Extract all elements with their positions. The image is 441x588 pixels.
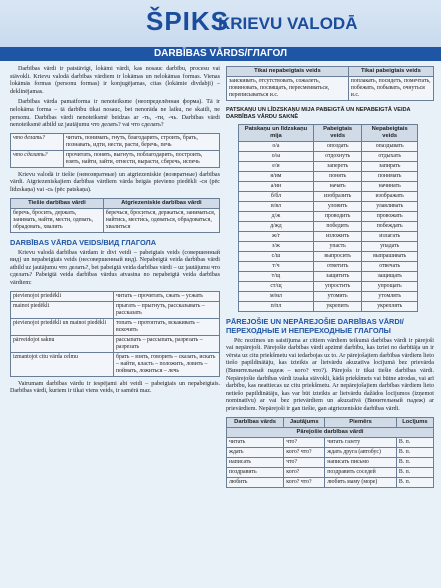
table-cell: запирать [362, 161, 418, 171]
table-header: Pabeigtais veids [313, 124, 362, 141]
table-cell: поплакать, посидеть, помечтать, побежать, побывать, очнуться и.с. [348, 77, 433, 101]
table-cell: mainot piedēkli [11, 301, 114, 318]
table-row [239, 201, 418, 211]
aspect-title: DARBĪBAS VĀRDA VEIDS/ВИД ГЛАГОЛА [10, 237, 157, 247]
table-cell: кого? что? [284, 477, 325, 487]
table-header: Tikai nepabeigtais veids [227, 67, 349, 77]
table-cell: рассыпать – рассыпать, разрезать – разрезать [114, 335, 220, 352]
table-cell: прыгать – прыгнуть, рассказывать – рассказать [114, 301, 220, 318]
table-cell: изложить [313, 231, 362, 241]
table-row [239, 181, 418, 191]
table-header: Tiešie darbības vārdi [11, 198, 104, 208]
table-cell: ст/щ [239, 281, 314, 291]
table-cell: написать письмо [325, 457, 397, 467]
table-row [239, 211, 418, 221]
table-cell: что? [284, 457, 325, 467]
question-table [10, 133, 220, 168]
table-cell: излагать [362, 231, 418, 241]
table-cell: выпросить [313, 251, 362, 261]
table-cell: начать [313, 181, 362, 191]
table-cell: что? [284, 437, 325, 447]
table-cell: опоздать [313, 141, 362, 151]
table-row [239, 231, 418, 241]
table-header: Locījums [396, 417, 433, 427]
table-cell: д/ж [239, 211, 314, 221]
table-row [11, 301, 220, 318]
roots-title: PATSKAŅU UN LĪDZSKAŅU MIJA PABEIGTĀ UN NEPABEIGTĀ VEIDA DARBĪBAS VĀRDU SAKNĒ [226, 107, 411, 120]
table-row [11, 352, 220, 376]
table-row [11, 291, 220, 301]
table-cell: любить [227, 477, 284, 487]
table-cell: читать [227, 437, 284, 447]
table-cell: укрепить [313, 301, 362, 311]
table-subheader: Pārejošie darbības vārdi [227, 427, 434, 437]
table-cell: п/пл [239, 301, 314, 311]
table-cell: понимать [362, 171, 418, 181]
table-row [11, 208, 220, 232]
table-cell: pievienojot priedēkli [11, 291, 114, 301]
table-row [11, 133, 220, 150]
table-header: Tikai pabeigtais veids [348, 67, 433, 77]
right-column [226, 66, 434, 488]
table-cell: утомлять [362, 291, 418, 301]
table-cell: а/ин [239, 181, 314, 191]
table-cell: о/ы [239, 151, 314, 161]
table-row [227, 467, 434, 477]
table-cell: отдохнуть [313, 151, 362, 161]
intro-paragraph-2: Darbības vārda pamatforma ir nenoteiksme (неопределённая форма). Tā ir nelokāma forma – tā darbību tikai nosauc, bet nenorāda ne laiku, ne skaitli, ne personu. Darbības vārdi nenoteiksmē beidzas ar -ть, -ти, -чь. Darbības vārdi nenoteiksmē atbild uz jautājumu что делать? vai что сделать? [10, 99, 220, 129]
table-cell: ответить [313, 261, 362, 271]
words-cell: читать, понимать, гнуть, благодарить, строить, брать, познавать, идти, нести, расти, беречь, печь [64, 133, 220, 150]
table-cell: изобразить [313, 191, 362, 201]
words-cell: прочитать, понять, выгнуть, поблагодарить, построить, взять, найти, зайти, отнести, вырасти, сберечь, испечь [64, 150, 220, 167]
table-header: Jautājums [284, 417, 325, 427]
table-row [227, 437, 434, 447]
table-cell: любить маму (море) [325, 477, 397, 487]
table-cell: проводить [313, 211, 362, 221]
table-cell: д/жд [239, 221, 314, 231]
left-column [10, 66, 220, 399]
roots-body [239, 141, 418, 311]
header [0, 0, 441, 52]
table-cell: беречь, бросить, держать, занимать, найти, мести, одевать, обрадовать, хвалить [11, 208, 104, 232]
table-cell: izmantojot citu vārda celmu [11, 352, 114, 376]
table-cell: улавливать [362, 201, 418, 211]
table-cell: поздравить [227, 467, 284, 477]
table-cell: ж/г [239, 231, 314, 241]
table-cell: В. п. [396, 467, 433, 477]
table-cell: изображать [362, 191, 418, 201]
table-cell: поздравить соседей [325, 467, 397, 477]
table-cell: отвечать [362, 261, 418, 271]
table-cell: заискивать, отсутствовать, сожалеть, повиновать, посвящать, пересмеиваться, переписываться и.с. [227, 77, 349, 101]
table-cell: начинать [362, 181, 418, 191]
table-header: Atgriezeniskie darbības vārdi [103, 198, 219, 208]
table-cell: pārveidojot saknu [11, 335, 114, 352]
table-cell: т/ч [239, 261, 314, 271]
table-row [239, 271, 418, 281]
table-cell: я/им [239, 171, 314, 181]
table-cell: с/ш [239, 251, 314, 261]
subject-title: KRIEVU VALODĀ [218, 14, 358, 33]
logo: ŠPIKS [146, 6, 230, 36]
table-header: Nepabeigtais veids [362, 124, 418, 141]
question-cell: что делать? [11, 133, 64, 150]
table-row [227, 457, 434, 467]
table-row [227, 447, 434, 457]
question-cell: что сделать? [11, 150, 64, 167]
table-row [239, 291, 418, 301]
table-row [11, 335, 220, 352]
aspect-table [10, 291, 220, 377]
table-cell: читать – прочитать, сжать – уcжать [114, 291, 220, 301]
table-row [239, 261, 418, 271]
table-row [11, 318, 220, 335]
table-cell: беречься, броситься, держаться, заниматься, найтись, мести́сь, одеваться, обрадоваться, хвалиться [103, 208, 219, 232]
table-cell: читать газету [325, 437, 397, 447]
table-header: Piemērs [325, 417, 397, 427]
aspect-paragraph: Krievu valodā darbības vārdam ir divi veidi – pabeigtais veids (совершенный вид) un nepabeigtais veids (несовершенный вид). Nepabeigtā veida darbības vārdi atbild uz jautājumu что делать?, bet pabeigtā veida darbības vārdi – uz jautājumu что сделать? Pabeigtā veida darbības vārdus atvasina no nepabeigtā veida darbības vārdiem: [10, 249, 220, 286]
table-cell: выпрашивать [362, 251, 418, 261]
table-row [239, 191, 418, 201]
table-row [239, 141, 418, 151]
table-row [11, 150, 220, 167]
table-row [239, 251, 418, 261]
table-cell: провожать [362, 211, 418, 221]
table-row [227, 477, 434, 487]
table-cell: В. п. [396, 477, 433, 487]
table-cell: опаздывать [362, 141, 418, 151]
table-cell: о/а [239, 141, 314, 151]
table-cell: топать – протоптать, вскакивать – вскочить [114, 318, 220, 335]
table-cell: е/и [239, 161, 314, 171]
table-cell: запереть [313, 161, 362, 171]
footer-paragraph: Vairumam darbības vārdu ir iespējami abi veidi – pabeigtais un nepabeigtais. Darbības vārdi, kuriem ir tikai viens veids, ir samērā maz. [10, 380, 220, 395]
reflexive-table [10, 198, 220, 233]
table-cell: з/ж [239, 241, 314, 251]
table-cell: кого? что? [284, 447, 325, 457]
table-cell: В. п. [396, 457, 433, 467]
table-cell: защитить [313, 271, 362, 281]
intro-paragraph-1: Darbības vārdi ir patstāvīgi, lokāmi vārdi, kas nosauc darbību, procesu vai stāvokli. Krievu valodā darbības vārdiem ir lokāmas un nelokāmas formas. Vienas lokāmās formas (personu formas) ir konjugējamas, citas (lokāmie divdabji) – deklinējamas. [10, 66, 220, 95]
table-row [239, 171, 418, 181]
table-cell: pievienojot priedēkli un mainot piedēkli [11, 318, 114, 335]
table-header: Darbības vārds [227, 417, 284, 427]
table-cell: отдыхать [362, 151, 418, 161]
table-cell: в/вл [239, 201, 314, 211]
table-cell: б/бл [239, 191, 314, 201]
table-cell: утомить [313, 291, 362, 301]
transitive-title: PĀREJOŠIE UN NEPĀREJOŠIE DARBĪBAS VĀRDI/ ПЕРЕХОДНЫЕ И НЕПЕРЕХОДНЫЕ ГЛАГОЛЫ [226, 316, 404, 335]
table-cell: укреплять [362, 301, 418, 311]
table-cell: побеждать [362, 221, 418, 231]
roots-table [238, 124, 418, 312]
table-row [239, 151, 418, 161]
table-cell: уловить [313, 201, 362, 211]
table-cell: написать [227, 457, 284, 467]
table-header: Patskaņu un līdzskaņu mija [239, 124, 314, 141]
table-cell: ждать друга (автобус) [325, 447, 397, 457]
aspect-only-table [226, 66, 434, 101]
table-row [239, 161, 418, 171]
table-cell: ждать [227, 447, 284, 457]
table-row [239, 281, 418, 291]
table-row [239, 301, 418, 311]
reflexive-paragraph: Krievu valodā ir tiešie (невозвратные) un atgriezeniskie (возвратные) darbības vārdi. Atgriezeniskajiem darbības vārdiem vārda beigās pievieno piedēkli -ся (pēc līdzskaņa) vai -сь (pēc patskaņa). [10, 171, 220, 193]
table-cell: понять [313, 171, 362, 181]
table-cell: В. п. [396, 437, 433, 447]
table-row [239, 221, 418, 231]
transitive-paragraph: Pēc nozīmes un saistījuma ar citiem vārdiem teikumā darbības vārdi ir pārejoši vai nepārejoši. Pārejošie darbības vārdi apzīmē darbību, kas izriet no darbītāja un ir vērsta uz citu priekšmetu vai iedarbojas uz to. Ar pārejošajiem darbības vārdiem lieto tiešo papildinātāju, kas izteikts ar lietvārdu akuzatīva locījumā bez prievārda (Винительный падеж – кого? что?). Pārejošs ir tikai tiešie darbības vārdi. Nepārejošie darbības vārdi izsaka stāvokli, kādā priekšmets vai būtne atrodas, vai arī darbību, kas neattiecas uz citu priekšmetu. Ar nepārejošajiem darbības vārdiem lieto netiešo papildinātāju, kas var būt izteikts ar lietvārdu dažādos locījumos (izņemot nominatīvu) ar vai bez prievārdiem un akuzatīvā (Винительный падеж) ar prievārdiem. Nepārejoši ir gan tiešie, gan atgriezeniskie darbības vārdi. [226, 337, 434, 412]
section-banner: DARBĪBAS VĀRDS/ГЛАГОЛ [0, 47, 441, 61]
table-cell: В. п. [396, 447, 433, 457]
table-cell: т/щ [239, 271, 314, 281]
transitive-table [226, 417, 434, 488]
transitive-body [227, 437, 434, 487]
table-cell: упасть [313, 241, 362, 251]
table-cell: защищать [362, 271, 418, 281]
table-cell: победить [313, 221, 362, 231]
table-cell: м/мл [239, 291, 314, 301]
table-cell: упрощать [362, 281, 418, 291]
table-row [227, 77, 434, 101]
table-cell: упростить [313, 281, 362, 291]
table-cell: брать – взять, говорить – сказать, искать – найти, класть – положить, ловить – поймать, ложиться – лечь [114, 352, 220, 376]
table-row [239, 241, 418, 251]
table-cell: кого? [284, 467, 325, 477]
table-cell: упадать [362, 241, 418, 251]
